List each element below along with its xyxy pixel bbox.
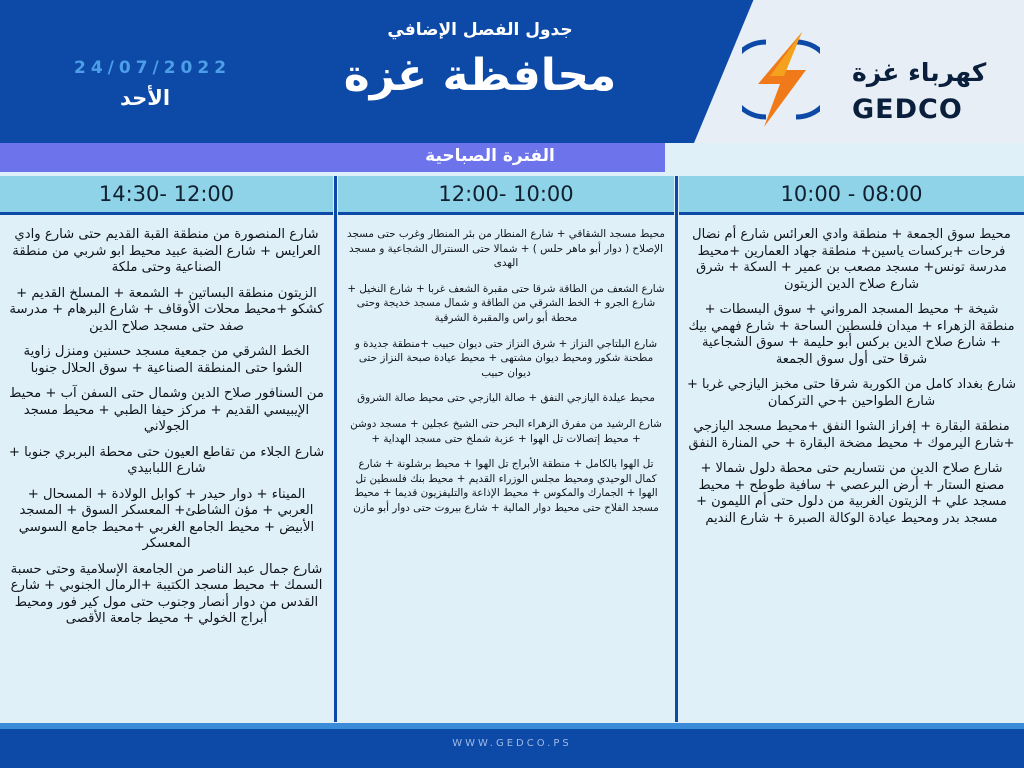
area-item: شيخة + محيط المسجد المرواني + سوق البسطات + منطقة الزهراء + ميدان فلسطين الساحة + شارع فهمي بيك + شارع صلاح الدين بركس أبو حليمة + سوق الشجاعية شرقا حتى أول سوق الجمعة: [688, 302, 1015, 367]
schedule-column-2: [338, 176, 674, 722]
page-title: محافظة غزة: [343, 50, 617, 101]
area-item: شارع الرشيد من مفرق الزهراء البحر حتى الشيخ عجلين + مسجد دوشن + محيط إتصالات تل الهوا + عزبة شملخ حتى مسجد الهداية +: [350, 417, 662, 445]
website-link[interactable]: WWW.GEDCO.PS: [452, 738, 572, 749]
area-item: الخط الشرقي من جمعية مسجد حسنين ومنزل زاوية الشوا حتى المنطقة الصناعية + سوق الحلال جنوبا: [23, 344, 310, 376]
schedule-subtitle: جدول الفصل الإضافي: [387, 20, 573, 40]
column-divider: [675, 176, 678, 722]
column-time-header: 10:00 - 08:00: [679, 176, 1024, 215]
schedule-column-3: [679, 176, 1024, 722]
area-item: تل الهوا بالكامل + منطقة الأبراج تل الهوا + محيط برشلونة + شارع كمال الوحيدي ومحيط مجلس الوزراء القديم + محيط بنك فلسطين تل الهوا + الجمارك والمكوس + محيط الإذاعة والتليفزيون قديما + محيط مسجد الفلاح حتى محيط دوار المالية + شارع بيروت حتى دوار أبو مازن: [353, 458, 659, 514]
area-item: محيط سوق الجمعة + منطقة وادي العرائس شارع أم نضال فرحات +بركسات ياسين+ منطقة جهاد العمارين +محيط مدرسة تونس+ مسجد مصعب بن عمير + السكة + شرق شارع صلاح الدين الزيتون: [692, 227, 1011, 292]
period-label: الفترة الصباحية: [425, 146, 555, 166]
brand-name-english: GEDCO: [852, 94, 963, 125]
footer-stripe: [0, 723, 1024, 729]
area-item: محيط عيلدة اليازجي النفق + صالة اليازجي حتى محيط صالة الشروق: [357, 392, 655, 405]
column-areas: [679, 215, 1024, 527]
area-item: الزيتون منطقة البساتين + الشمعة + المسلخ القديم + كشكو +محيط محلات الأوقاف + شارع البرهام + مدرسة صفد حتى مسجد صلاح الدين: [9, 285, 324, 334]
area-item: من السنافور صلاح الدين وشمال حتى السفن آب + محيط الإيبيسي القديم + مركز حيفا الطبي + محيط مسجد الجولاني: [9, 386, 324, 434]
column-areas: [338, 215, 674, 516]
area-item: شارع جمال عبد الناصر من الجامعة الإسلامية وحتى حسبة السمك + محيط مسجد الكتيبة +الرمال الجنوبي + شارع القدس من دوار أنصار وجنوب حتى مول كير فور ومحيط أبراج الخولي + محيط جامعة الأقصى: [10, 561, 323, 626]
lightning-bolt-icon: [742, 32, 820, 127]
area-item: شارع صلاح الدين من نتساريم حتى محطة دلول شمالا + مصنع الستار + أرض البرعصي + سافية طوطح + محيط مسجد علي + الزيتون الغربية من دلول حتى أم الليمون + مسجد بدر ومحيط عيادة الوكالة الصبرة + شارع النديم: [696, 461, 1007, 526]
brand-name-arabic: كهرباء غزة: [852, 58, 987, 87]
area-item: الميناء + دوار حيدر + كوابل الولادة + المسحال + العربي + مؤن الشاطئ+ المعسكر السوق + المسجد الأبيض + محيط الجامع الغربي +محيط جامع السوسي المعسكر: [18, 486, 315, 551]
area-item: محيط مسجد الشقاقي + شارع المنطار من بئر المنطار وغرب حتى مسجد الإصلاح ( دوار أبو ماهر حلس ) + شمالا حتى السنترال الشجاعية و مسجد الهدى: [347, 228, 665, 270]
column-divider: [334, 176, 337, 722]
area-item: شارع المنصورة من منطقة القبة القديم حتى شارع وادي العرايس + شارع الضبة عبيد محيط ابو شربي من منطقة الصناعية وحتى ملكة: [12, 227, 321, 275]
area-item: شارع الشعف من الطاقة شرقا حتى مقبرة الشعف غربا + شارع النخيل + شارع الجرو + الخط الشرقي من الطاقة و شمال مسجد خديجة وحتى محطة أبو راس والمقبرة الشرقية: [347, 282, 665, 324]
area-item: شارع بغداد كامل من الكوربة شرقا حتى مخبز اليازجي غربا + شارع الطواحين +حي التركمان: [686, 377, 1016, 409]
schedule-date: 24/07/2022: [74, 58, 232, 78]
area-item: شارع الجلاء من تقاطع العيون حتى محطة البربري جنوبا + شارع اللبابيدي: [8, 444, 325, 476]
column-areas: [0, 215, 333, 628]
area-item: شارع البلتاجي النزاز + شرق النزاز حتى ديوان حبيب +منطقة جديدة و مطحنة شكور ومحيط ديوان مشتهى + محيط عيادة صبحة النزاز حتى ديوان حبيب: [354, 337, 658, 379]
column-time-header: 12:00- 10:00: [338, 176, 674, 215]
schedule-day: الأحد: [120, 86, 171, 110]
column-time-header: 14:30- 12:00: [0, 176, 333, 215]
area-item: منطقة البقارة + إفراز الشوا النفق +محيط مسجد اليازجي +شارع اليرموك + محيط مضخة البقارة + حي المنارة النفق: [688, 419, 1015, 451]
schedule-column-1: [0, 176, 333, 722]
